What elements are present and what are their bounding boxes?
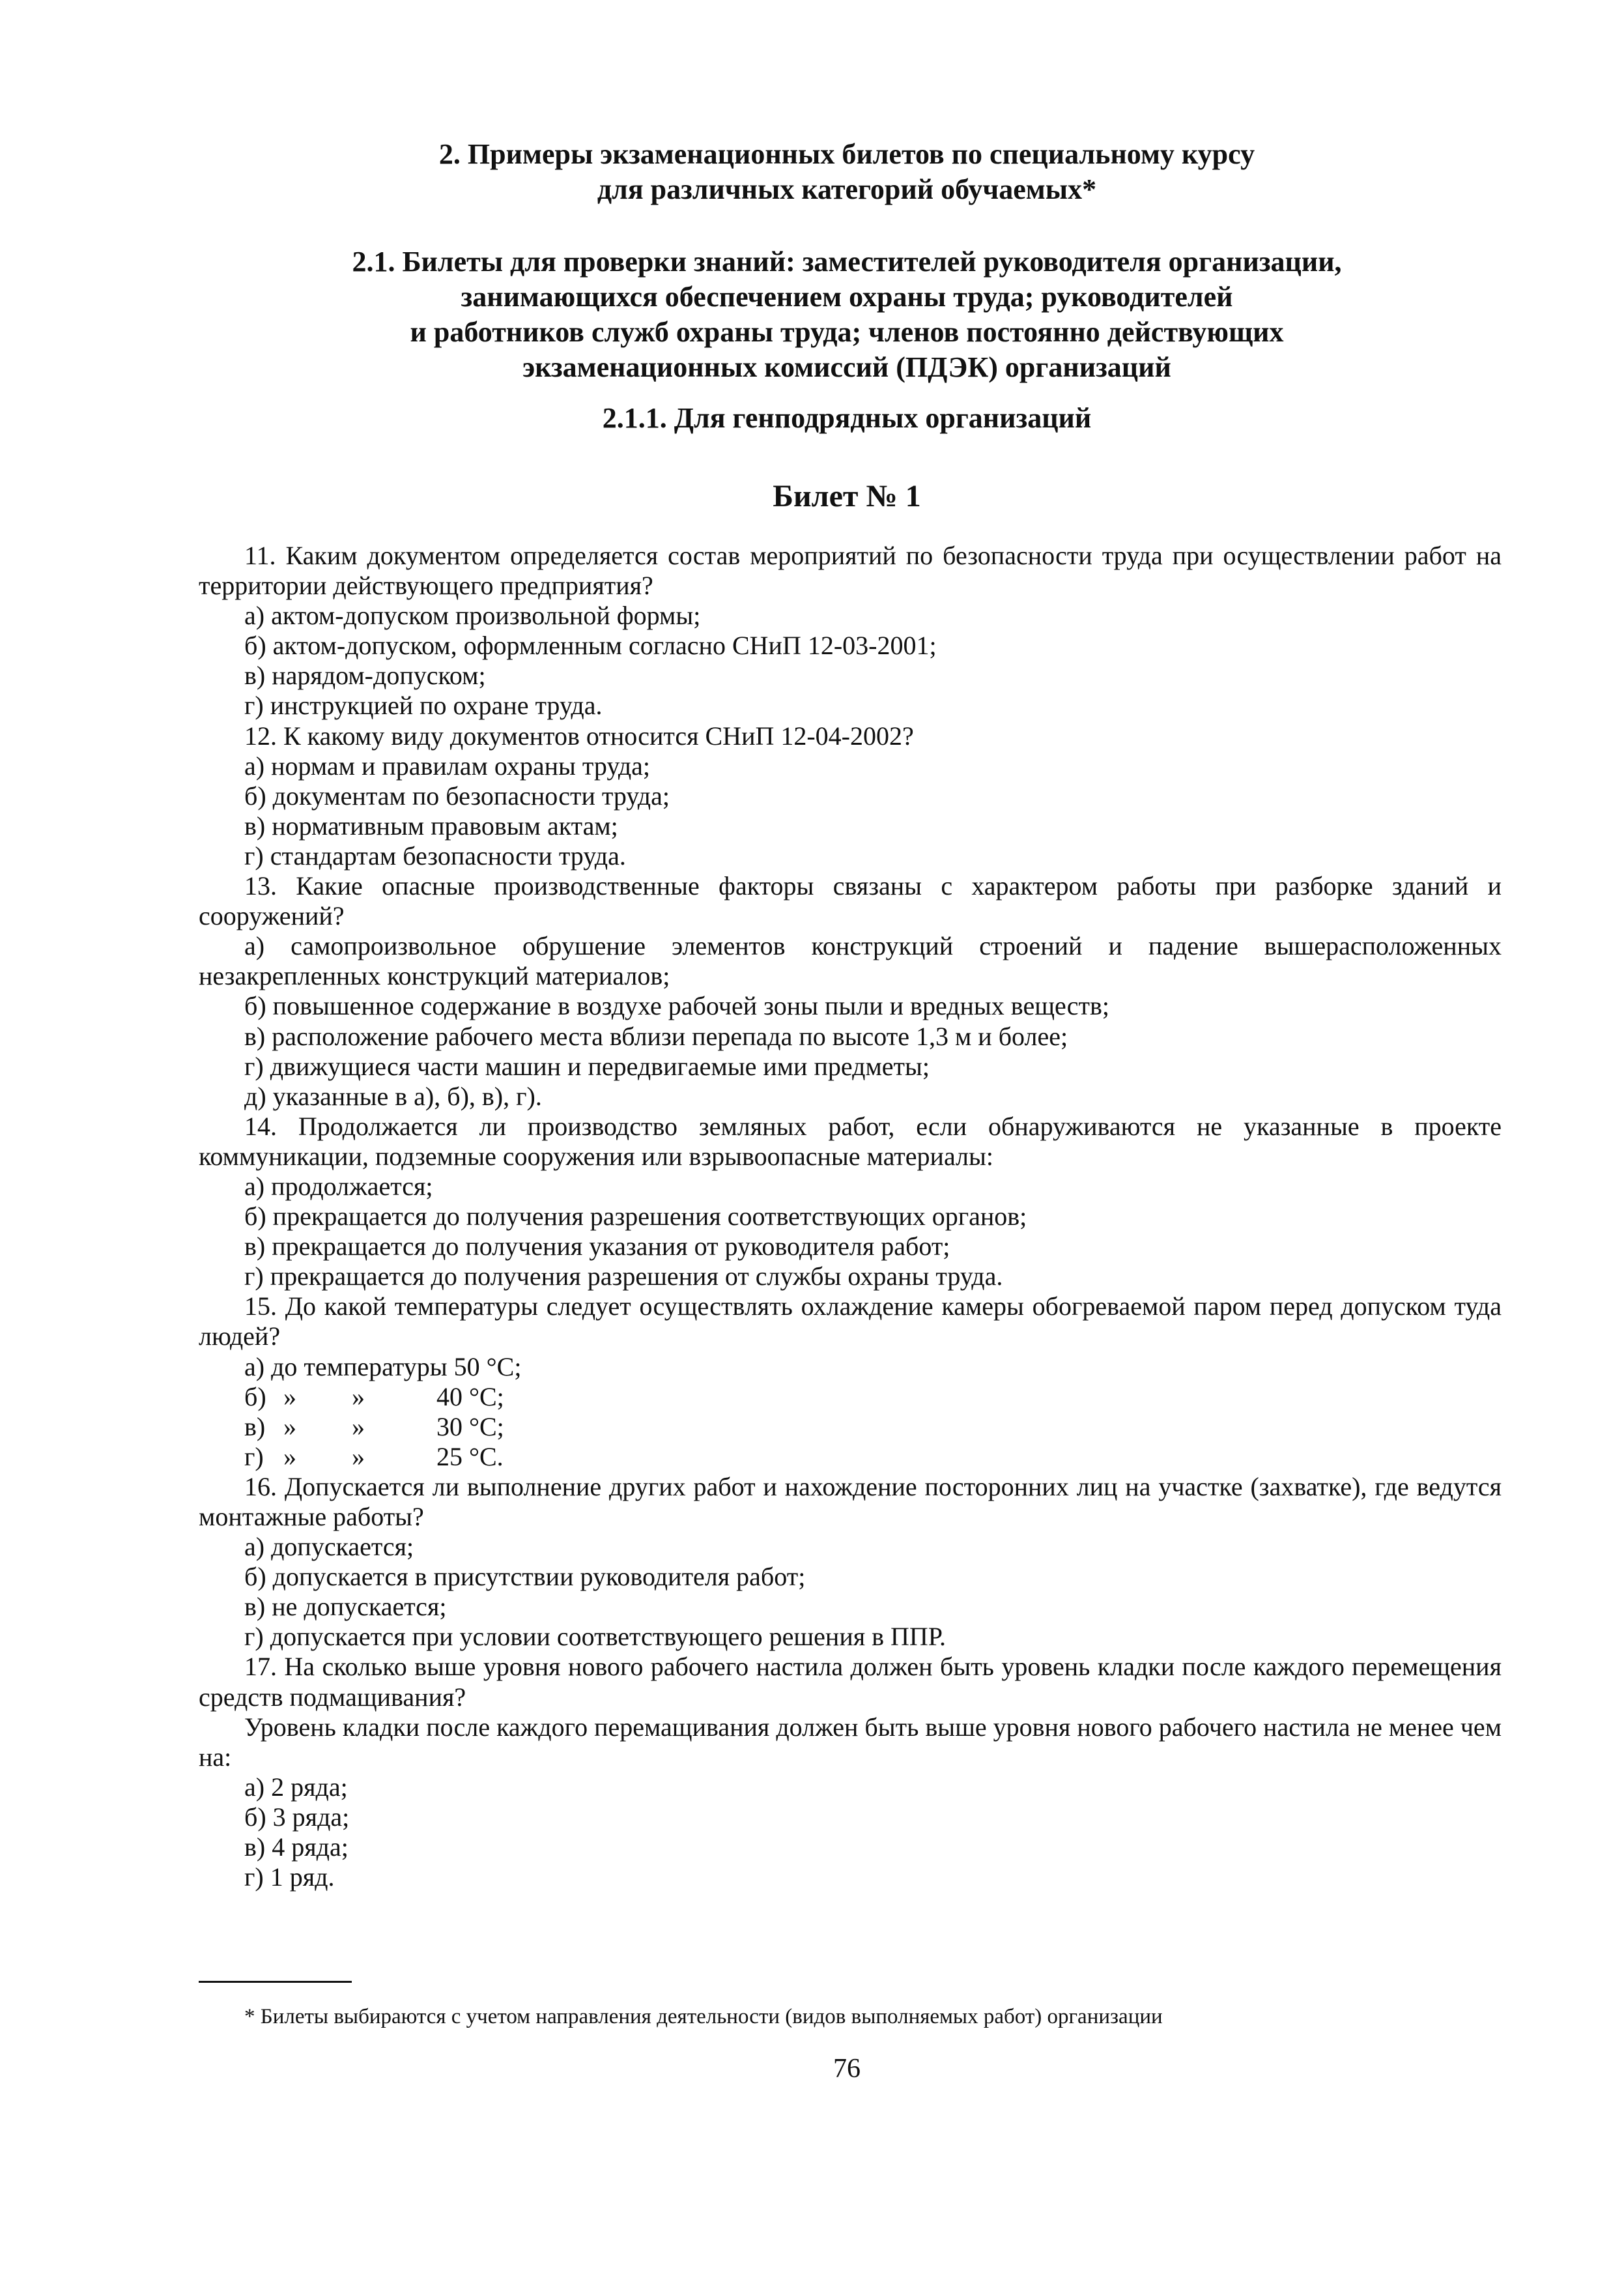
question-13-option-d: г) движущиеся части машин и передвигаемые ими предметы; xyxy=(244,1051,930,1081)
question-12-option-b: б) документам по безопасности труда; xyxy=(244,781,670,811)
question-12-option-d: г) стандартам безопасности труда. xyxy=(244,841,626,871)
question-12-option-a: а) нормам и правилам охраны труда; xyxy=(244,751,651,781)
question-11-option-a: а) актом-допуском произвольной формы; xyxy=(244,601,701,631)
question-16: 16. Допускается ли выполнение других работ и нахождение посторонних лиц на участке (захватке), где ведутся монтажные работы? xyxy=(199,1471,1502,1531)
question-12: 12. К какому виду документов относится СНиП 12-04-2002? xyxy=(244,721,914,751)
ditto-mark: » xyxy=(283,1381,296,1411)
footnote-divider xyxy=(199,1981,352,1983)
subsection-heading-line-1: 2.1. Билеты для проверки знаний: заместителей руководителя организации, xyxy=(352,246,1342,278)
question-14-option-b: б) прекращается до получения разрешения соответствующих органов; xyxy=(244,1202,1027,1232)
section-heading xyxy=(195,137,1498,207)
question-11: 11. Каким документом определяется состав мероприятий по безопасности труда при осуществлении работ на территории действующего предприятия? xyxy=(199,541,1502,601)
question-13: 13. Какие опасные производственные факторы связаны с характером работы при разборке зданий и сооружений? xyxy=(199,871,1502,931)
ticket-title: Билет № 1 xyxy=(773,479,921,513)
question-16-option-a: а) допускается; xyxy=(244,1532,414,1562)
subsection-heading xyxy=(195,244,1498,385)
ditto-mark: » xyxy=(283,1441,296,1471)
subsection-heading-line-2: занимающихся обеспечением охраны труда; руководителей xyxy=(461,281,1233,313)
page-number: 76 xyxy=(833,2054,861,2084)
question-11-option-c: в) нарядом-допуском; xyxy=(244,661,486,691)
question-15: 15. До какой температуры следует осуществлять охлаждение камеры обогреваемой паром перед допуском туда людей? xyxy=(199,1291,1502,1351)
ditto-mark: » xyxy=(352,1411,365,1441)
question-14-option-d: г) прекращается до получения разрешения от службы охраны труда. xyxy=(244,1261,1003,1291)
question-13-option-a: а) самопроизвольное обрушение элементов конструкций строений и падение вышерасположенных незакрепленных конструкций материалов; xyxy=(199,931,1502,991)
subsubsection-heading: 2.1.1. Для генподрядных организаций xyxy=(602,402,1092,434)
footnote: * Билеты выбираются с учетом направления деятельности (видов выполняемых работ) организации xyxy=(244,2005,1163,2028)
question-13-option-b: б) повышенное содержание в воздухе рабочей зоны пыли и вредных веществ; xyxy=(244,991,1109,1021)
question-16-option-d: г) допускается при условии соответствующего решения в ППР. xyxy=(244,1622,947,1652)
question-12-option-c: в) нормативным правовым актам; xyxy=(244,811,618,841)
question-17-option-a: а) 2 ряда; xyxy=(244,1772,348,1802)
question-15-option-b: б) » » 40 °С; xyxy=(244,1381,504,1411)
question-13-option-e: д) указанные в а), б), в), г). xyxy=(244,1081,542,1111)
question-11-option-d: г) инструкцией по охране труда. xyxy=(244,691,603,721)
question-17: 17. На сколько выше уровня нового рабочего настила должен быть уровень кладки после каждого перемещения средств подмащивания? xyxy=(199,1652,1502,1712)
subsection-heading-line-4: экзаменационных комиссий (ПДЭК) организаций xyxy=(522,351,1171,383)
ditto-mark: » xyxy=(352,1441,365,1471)
question-17-option-d: г) 1 ряд. xyxy=(244,1862,335,1892)
question-15-option-d: г) » » 25 °С. xyxy=(244,1441,504,1471)
question-14-option-c: в) прекращается до получения указания от руководителя работ; xyxy=(244,1232,950,1261)
subsection-heading-line-3: и работников служб охраны труда; членов постоянно действующих xyxy=(410,316,1284,348)
question-17-note: Уровень кладки после каждого перемащивания должен быть выше уровня нового рабочего настила не менее чем на: xyxy=(199,1712,1502,1772)
question-14: 14. Продолжается ли производство земляных работ, если обнаруживаются не указанные в проекте коммуникации, подземные сооружения или взрывоопасные материалы: xyxy=(199,1111,1502,1171)
question-17-option-b: б) 3 ряда; xyxy=(244,1802,350,1832)
ditto-mark: » xyxy=(352,1381,365,1411)
question-16-option-b: б) допускается в присутствии руководителя работ; xyxy=(244,1562,806,1592)
option-letter: в) xyxy=(244,1411,266,1441)
ticket-questions xyxy=(199,541,1502,1892)
question-16-option-c: в) не допускается; xyxy=(244,1592,447,1622)
question-14-option-a: а) продолжается; xyxy=(244,1171,433,1201)
question-13-option-c: в) расположение рабочего места вблизи перепада по высоте 1,3 м и более; xyxy=(244,1021,1068,1051)
question-17-option-c: в) 4 ряда; xyxy=(244,1832,349,1862)
option-letter: г) xyxy=(244,1441,264,1471)
question-15-option-a: а) до температуры 50 °С; xyxy=(244,1351,522,1381)
question-15-option-c: в) » » 30 °С; xyxy=(244,1411,504,1441)
ditto-mark: » xyxy=(283,1411,296,1441)
option-letter: б) xyxy=(244,1381,266,1411)
section-heading-line-2: для различных категорий обучаемых* xyxy=(597,173,1097,205)
section-heading-line-1: 2. Примеры экзаменационных билетов по специальному курсу xyxy=(438,138,1255,170)
question-11-option-b: б) актом-допуском, оформленным согласно СНиП 12-03-2001; xyxy=(244,631,937,661)
